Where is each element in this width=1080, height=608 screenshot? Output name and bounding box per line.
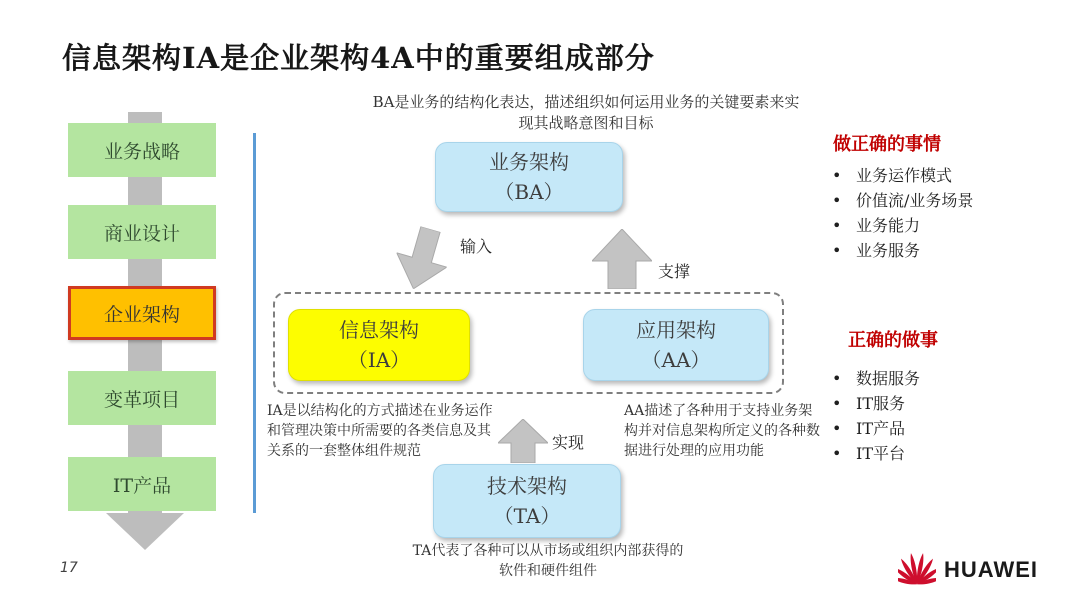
box-label-line2: （BA） <box>494 180 564 204</box>
realize-arrow-label: 实现 <box>552 433 585 452</box>
list-item: • 业务能力 <box>830 213 973 238</box>
huawei-flower-icon <box>898 551 936 589</box>
sidebar-item-enterprise-architecture <box>68 286 216 340</box>
box-label-line2: （TA） <box>493 504 561 528</box>
list-item: • IT产品 <box>830 416 920 441</box>
list-item: • 业务服务 <box>830 238 973 263</box>
huawei-logo <box>898 551 1038 589</box>
do-right-things-list <box>830 163 973 263</box>
do-things-right-list <box>830 366 920 466</box>
vertical-divider <box>253 133 256 513</box>
business-architecture-box <box>435 142 623 212</box>
list-item: • IT服务 <box>830 391 920 416</box>
sidebar-item-label: IT产品 <box>112 474 172 497</box>
box-label-line1: 技术架构 <box>487 474 567 498</box>
box-label-line2: （AA） <box>641 348 711 372</box>
support-arrow-label: 支撑 <box>658 262 691 281</box>
technology-architecture-box <box>433 464 621 538</box>
information-architecture-box <box>288 309 470 381</box>
input-arrow-label: 输入 <box>460 237 493 256</box>
sidebar-item-label: 业务战略 <box>103 140 180 163</box>
box-label-line1: 业务架构 <box>489 150 569 174</box>
realize-arrow-icon <box>498 419 548 463</box>
box-label-line2: （IA） <box>347 348 411 372</box>
sidebar-item-business-design <box>68 205 216 259</box>
list-item: • 数据服务 <box>830 366 920 391</box>
ba-description: BA是业务的结构化表达，描述组织如何运用业务的关键要素来实现其战略意图和目标 <box>372 93 800 132</box>
sidebar-item-label: 商业设计 <box>103 222 180 245</box>
ia-description: IA是以结构化的方式描述在业务运作和管理决策中所需要的各类信息及其关系的一套整体组件规范 <box>267 403 493 459</box>
page-title: 信息架构IA是企业架构4A中的重要组成部分 <box>62 41 655 75</box>
sidebar-item-change-project <box>68 371 216 425</box>
input-arrow-icon <box>388 222 455 296</box>
list-item: • 业务运作模式 <box>830 163 973 188</box>
sidebar-item-business-strategy <box>68 123 216 177</box>
application-architecture-box <box>583 309 769 381</box>
ta-description: TA代表了各种可以从市场或组织内部获得的软件和硬件组件 <box>412 543 684 579</box>
do-things-right-heading: 正确的做事 <box>848 330 938 351</box>
list-item: • 价值流/业务场景 <box>830 188 973 213</box>
page-number: 17 <box>60 560 78 576</box>
sidebar-item-label: 变革项目 <box>103 388 180 411</box>
huawei-logo-text: HUAWEI <box>944 557 1038 582</box>
support-arrow-icon <box>592 229 652 289</box>
aa-description: AA描述了各种用于支持业务架构并对信息架构所定义的各种数据进行处理的应用功能 <box>624 403 820 459</box>
process-flow-arrowhead-icon <box>106 513 184 550</box>
box-label-line1: 应用架构 <box>636 318 716 342</box>
box-label-line1: 信息架构 <box>339 318 419 342</box>
sidebar-item-it-product <box>68 457 216 511</box>
sidebar-item-label: 企业架构 <box>103 303 180 326</box>
list-item: • IT平台 <box>830 441 920 466</box>
do-right-things-heading: 做正确的事情 <box>833 134 941 155</box>
